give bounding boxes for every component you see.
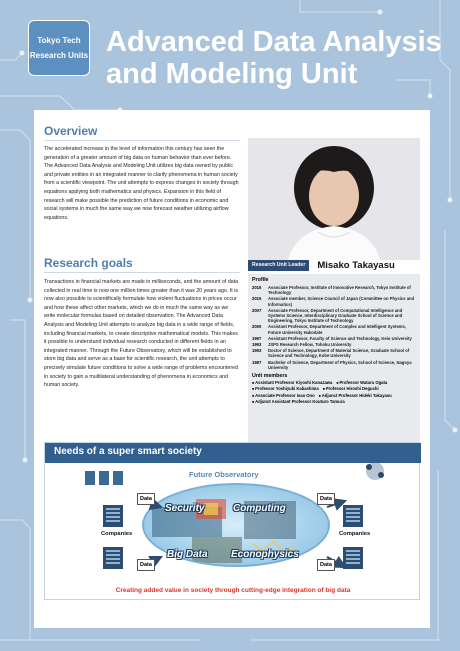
profile-desc: Associate member, Science Council of Japan (Committee on Physics and Informatics)	[268, 296, 415, 307]
building-left-icon	[103, 505, 123, 527]
data-box-bottom-left: Data	[137, 559, 155, 571]
overview-text: The accelerated increase in the level of information this century has seen the generation of a greater amount of big data on human behavior than ever before. The Advanced Data Analysis and Modeling Unit utilizes big data owned by public and private entities in an integrated manner to clarify phenomena in human society from a scientific viewpoint. The unit attempts to express changes in society through equations applying both mathematics and physics. Expansion in this field of research will make possible the prediction of future conditions in economic and social systems in much the same way we now forecast weather utilizing airflow equations.	[44, 146, 239, 221]
profile-row	[252, 324, 416, 334]
label-econophysics: Econophysics	[231, 549, 299, 560]
members-list	[252, 380, 416, 405]
profile-list	[252, 285, 416, 370]
profile-desc: Associate Professor, Institute of Innovative Research, Tokyo Institute of Technology	[268, 285, 411, 296]
title-line1: Advanced Data Analysis	[106, 26, 442, 58]
research-text: Transactions in financial markets are made in milliseconds, and the amount of data collected in real time is now one million times greater than it was 20 years ago. It is now also possible to scientifically formulate how violent fluctuations in prices occur and how these affect other markets, which we do in much the same way as we write molecular formulas based on detailed observation. The Advanced Data Analysis and Modeling Unit attempts to analyze big data in a wide range of fields, including financial markets, to create descriptive mathematical models. This makes it possible to understand individual research conducted in different fields in an integrated manner. Through the Future Observatory, which will be established to store big data and serve as a base for scientific research, the unit attempts to precisely simulate future conditions to solve a wide range of problems encountered in society to gain a multilateral understanding of phenomena in economics and human society.	[44, 279, 239, 389]
member-item: ■ Assistant Professor Kiyoshi Kanazawa	[252, 380, 332, 386]
leader-bar	[248, 260, 420, 271]
profile-desc: JSPS Research Fellow, Tohoku University	[268, 342, 352, 348]
profile-year: 1993	[252, 342, 262, 348]
profile-year: 1987	[252, 359, 262, 365]
profile-desc: Bachelor of Science, Department of Physics, School of Science, Nagoya University	[268, 359, 412, 370]
profile-box	[248, 274, 420, 444]
companies-right: Companies	[339, 531, 371, 537]
profile-row	[252, 360, 416, 370]
page-title	[106, 26, 446, 90]
profile-row	[252, 285, 416, 295]
profile-year: 2015	[252, 296, 262, 302]
member-item: ■ Professor Yoshiyuki Kabashima	[252, 386, 319, 392]
title-line2: and Modeling Unit	[106, 58, 358, 90]
companies-left: Companies	[101, 531, 133, 537]
leader-name: Misako Takayasu	[317, 260, 395, 271]
members-heading: Unit members	[252, 373, 288, 380]
building-right-lower-icon	[343, 547, 363, 569]
tokyo-tech-badge	[28, 20, 90, 76]
profile-desc: Associate Professor, Department of Computational Intelligence and Systems Science, Interdisciplinary Graduate School of Science and Engineering, Tokyo Institute of Technology	[268, 307, 403, 324]
profile-row	[252, 336, 416, 341]
overview-heading: Overview	[44, 124, 240, 141]
data-box-bottom-right: Data	[317, 559, 335, 571]
badge-line2: Research Units	[29, 51, 89, 60]
data-box-top-right: Data	[317, 493, 335, 505]
profile-row	[252, 348, 416, 358]
building-right-icon	[343, 505, 363, 527]
label-computing: Computing	[233, 503, 286, 514]
profile-heading: Profile	[252, 277, 269, 283]
profile-year: 1993	[252, 348, 262, 354]
building-left-lower-icon	[103, 547, 123, 569]
profile-desc: Doctor of Science, Department of Material Science, Graduate School of Science and Technology, Kobe University	[268, 348, 410, 359]
leader-photo	[248, 138, 420, 260]
data-box-top-left: Data	[137, 493, 155, 505]
profile-desc: Assistant Professor, Faculty of Science and Technology, Keio University	[268, 335, 412, 341]
future-observatory-title: Future Observatory	[189, 470, 259, 479]
member-item: ■ Professor Hiroshi Deguchi	[323, 386, 379, 392]
label-security: Security	[165, 503, 205, 514]
research-heading: Research goals	[44, 256, 240, 273]
member-item: ■ Adjunct Assistant Professor Kouturo Tamura	[252, 399, 345, 405]
profile-row	[252, 296, 416, 306]
leader-tag: Research Unit Leader	[248, 260, 309, 271]
needs-diagram	[44, 442, 420, 600]
needs-tagline: Creating added value in society through cutting-edge integration of big data	[115, 587, 351, 594]
member-item: ■ Professor Wataru Ogata	[336, 380, 387, 386]
profile-row	[252, 308, 416, 324]
profile-year: 2007	[252, 307, 262, 313]
flow-arrows	[45, 443, 421, 601]
profile-row	[252, 342, 416, 347]
profile-year: 1997	[252, 335, 262, 341]
profile-year: 2016	[252, 285, 262, 290]
profile-year: 2000	[252, 324, 262, 330]
needs-heading: Needs of a super smart society	[45, 443, 421, 463]
member-item: ■ Associate Professor Isao Ono	[252, 393, 315, 399]
profile-desc: Assistant Professor, Department of Complex and Intelligent Systems, Future University Hakodate	[268, 324, 406, 335]
member-item: ■ Adjunct Professor Hideki Takayasu	[319, 393, 392, 399]
badge-line1: Tokyo Tech	[37, 36, 81, 45]
label-big-data: Big Data	[167, 549, 208, 560]
